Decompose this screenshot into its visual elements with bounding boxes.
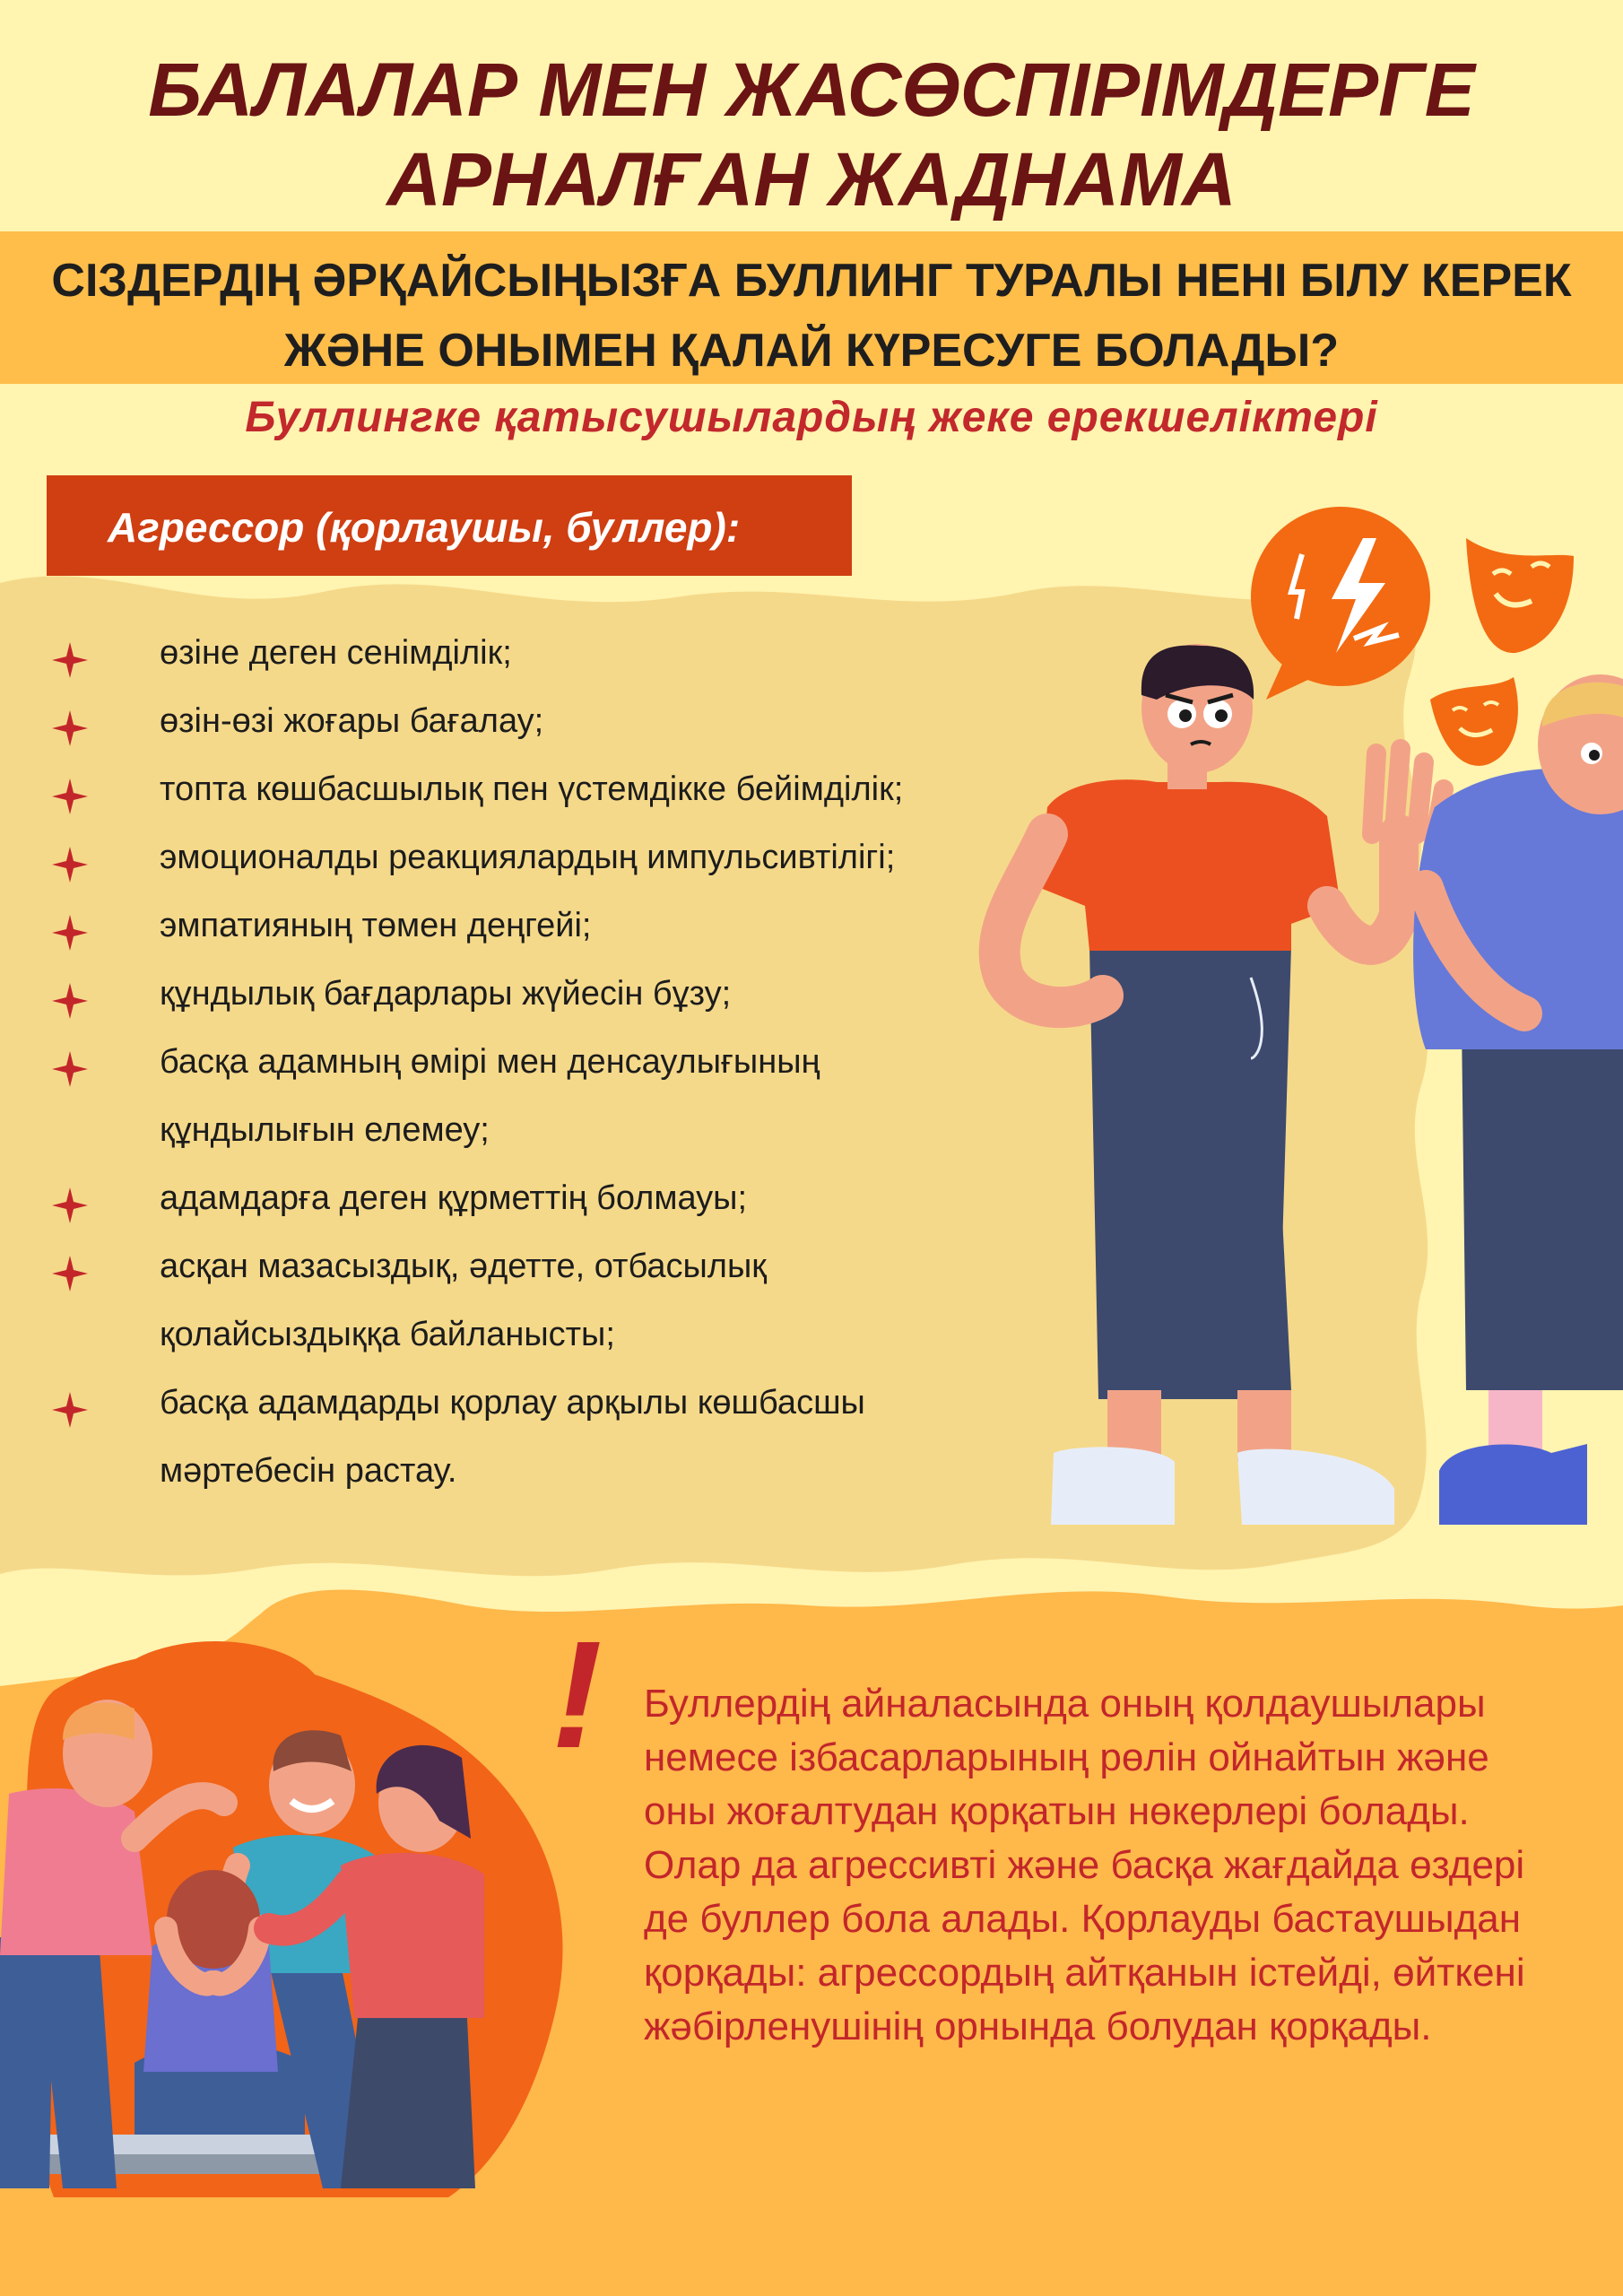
- trait-text: басқа адамдарды қорлау арқылы көшбасшы: [160, 1384, 865, 1422]
- star-bullet-icon: [52, 847, 88, 883]
- list-item-continuation: [0, 1437, 1056, 1505]
- exclamation-mark: !: [551, 1610, 603, 1780]
- section-title: Буллингке қатысушылардың жеке ерекшеліктері: [245, 394, 1378, 441]
- aggressor-illustration: [968, 502, 1623, 1543]
- subtitle-line1: СІЗДЕРДІҢ ӘРҚАЙСЫҢЫЗҒА БУЛЛИНГ ТУРАЛЫ НЕНІ БІЛУ КЕРЕК: [51, 255, 1572, 307]
- star-bullet-icon: [52, 1256, 88, 1292]
- star-bullet-icon: [52, 1187, 88, 1223]
- note-text: Буллердің айналасында оның қолдаушылары немесе ізбасарларының рөлін ойнайтын және оны жоғалтудан қорқатын нөкерлері болады. Олар да агрессивті және басқа жағдайда өздері де буллер бола алады. Қорлауды бастаушыдан қорқады: агрессордың айтқанын істейді, өйткені жәбірленушінің орнында болудан қорқады.: [644, 1682, 1525, 2048]
- list-item: [0, 619, 1056, 687]
- list-item: [0, 960, 1056, 1028]
- list-item: [0, 755, 1056, 823]
- subtitle-line2: ЖӘНЕ ОНЫМЕН ҚАЛАЙ КҮРЕСУГЕ БОЛАДЫ?: [283, 325, 1340, 377]
- page-title: [0, 45, 1623, 224]
- list-item-continuation: [0, 1096, 1056, 1164]
- mask-icon: [1430, 677, 1518, 766]
- trait-text: адамдарға деген құрметтің болмауы;: [160, 1179, 748, 1217]
- aggressor-figure: [1000, 644, 1444, 1525]
- list-item: [0, 1164, 1056, 1232]
- star-bullet-icon: [52, 642, 88, 678]
- trait-text: басқа адамның өмірі мен денсаулығының: [160, 1043, 820, 1081]
- list-item: [0, 823, 1056, 891]
- trait-text: мәртебесін растау.: [160, 1452, 457, 1490]
- list-item: [0, 1232, 1056, 1300]
- speech-bubble-icon: [1251, 507, 1430, 700]
- trait-text: эмоционалды реакциялардың импульсивтілігі;: [160, 839, 896, 876]
- trait-text: өзіне деген сенімділік;: [160, 634, 512, 672]
- trait-text: асқан мазасыздық, әдетте, отбасылық: [160, 1248, 767, 1285]
- list-item: [0, 891, 1056, 960]
- trait-text: өзін-өзі жоғары бағалау;: [160, 702, 544, 740]
- page-title-line1: БАЛАЛАР МЕН ЖАСӨСПІРІМДЕРГЕ: [148, 48, 1475, 132]
- star-bullet-icon: [52, 710, 88, 746]
- list-item: [0, 1028, 1056, 1096]
- star-bullet-icon: [52, 915, 88, 951]
- subtitle: [0, 246, 1623, 386]
- trait-text: қолайсыздыққа байланысты;: [160, 1316, 615, 1353]
- victim-figure: [1413, 674, 1623, 1525]
- list-item-continuation: [0, 1300, 1056, 1369]
- star-bullet-icon: [52, 778, 88, 814]
- star-bullet-icon: [52, 1392, 88, 1428]
- aggressor-label: Агрессор (қорлаушы, буллер):: [108, 504, 741, 551]
- list-item: [0, 1369, 1056, 1437]
- trait-text: құндылық бағдарлары жүйесін бұзу;: [160, 975, 732, 1013]
- star-bullet-icon: [52, 1051, 88, 1087]
- trait-text: құндылығын елемеу;: [160, 1111, 490, 1149]
- traits-list: [0, 619, 1056, 1505]
- mask-icon: [1466, 538, 1574, 653]
- list-item: [0, 687, 1056, 755]
- star-bullet-icon: [52, 983, 88, 1019]
- bullying-group-illustration: [0, 1686, 574, 2206]
- trait-text: эмпатияның төмен деңгейі;: [160, 907, 592, 944]
- page-title-line2: АРНАЛҒАН ЖАДНАМА: [386, 137, 1237, 222]
- trait-text: топта көшбасшылық пен үстемдікке бейімділік;: [160, 770, 904, 808]
